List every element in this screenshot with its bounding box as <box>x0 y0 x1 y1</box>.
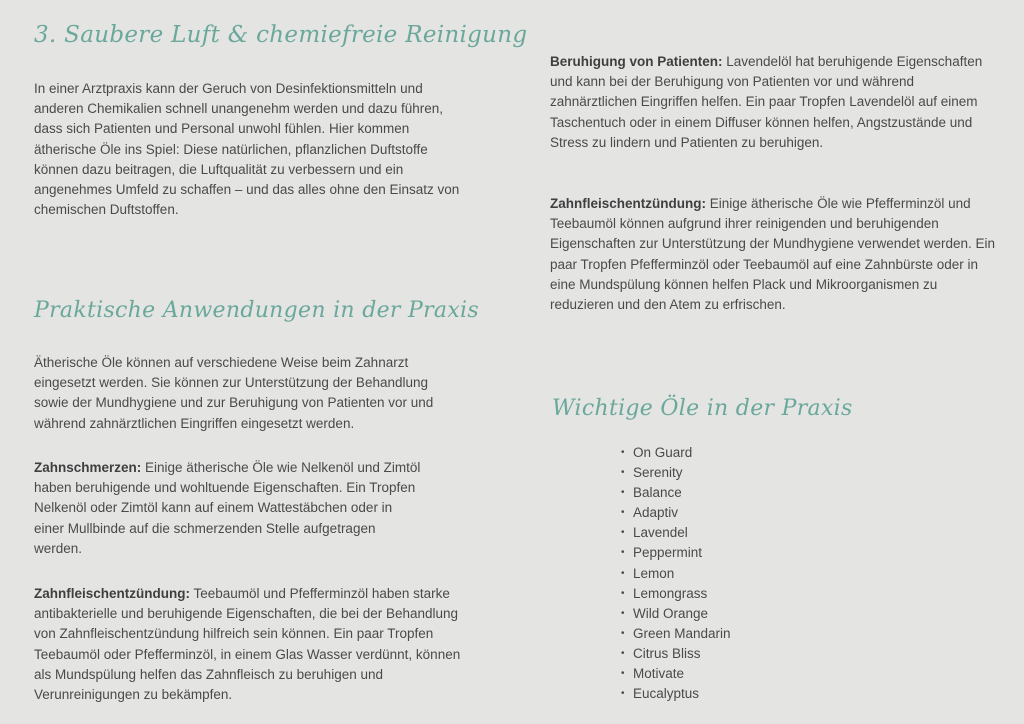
oil-list-item: • Adaptiv <box>621 503 731 523</box>
oil-list-item: • Citrus Bliss <box>621 644 731 664</box>
gum-inflammation-paragraph-left <box>34 584 466 705</box>
oil-list-item: • Peppermint <box>621 543 731 563</box>
oil-list-item: • Eucalyptus <box>621 684 731 704</box>
oil-list-item: • On Guard <box>621 443 731 463</box>
oil-list <box>621 443 731 704</box>
toothache-label: Zahnschmerzen: <box>34 460 142 475</box>
calming-paragraph <box>550 52 990 153</box>
gum-inflammation-text-left: Teebaumöl und Pfefferminzöl haben starke antibakterielle und beruhigende Eigenschaften, die bei der Behandlung von Zahnfleischentzündung hilfreich sein können. Ein paar Tropfen Teebaumöl oder Pfefferminzöl, in einem Glas Wasser verdünnt, können als Mundspülung helfen das Zahnfleisch zu beruhigen und Verunreinigungen zu bekämpfen. <box>34 586 461 703</box>
calming-label: Beruhigung von Patienten: <box>550 54 723 69</box>
gum-inflammation-text-right: Einige ätherische Öle wie Pfefferminzöl und Teebaumöl können aufgrund ihrer reinigenden und beruhigenden Eigenschaften zur Unterstützung der Mundhygiene verwendet werden. Ein paar Tropfen Pfefferminzöl oder Teebaumöl auf eine Zahnbürste oder in eine Mundspülung können helfen Plack und Mikroorganismen zu reduzieren und den Atem zu erfrischen. <box>550 196 996 313</box>
oil-list-item: • Lemongrass <box>621 584 731 604</box>
heading-practical-uses: Praktische Anwendungen in der Praxis <box>34 298 479 323</box>
oil-list-item: • Motivate <box>621 664 731 684</box>
heading-important-oils: Wichtige Öle in der Praxis <box>552 396 853 421</box>
gum-inflammation-label-left: Zahnfleischentzündung: <box>34 586 190 601</box>
toothache-paragraph <box>34 458 424 559</box>
intro-paragraph: In einer Arztpraxis kann der Geruch von Desinfektionsmitteln und anderen Chemikalien schnell unangenehm werden und dazu führen, dass sich Patienten und Personal unwohl fühlen. Hier kommen ätherische Öle ins Spiel: Diese natürlichen, pflanzlichen Duftstoffe können dazu beitragen, die Luftqualität zu verbessern und ein angenehmes Umfeld zu schaffen – und das alles ohne den Einsatz von chemischen Duftstoffen. <box>34 81 460 218</box>
oil-list-item: • Serenity <box>621 463 731 483</box>
gum-inflammation-paragraph-right <box>550 194 995 315</box>
oil-list-item: • Wild Orange <box>621 604 731 624</box>
oil-list-item: • Green Mandarin <box>621 624 731 644</box>
heading-clean-air: 3. Saubere Luft & chemiefreie Reinigung <box>34 22 528 48</box>
applications-intro-paragraph: Ätherische Öle können auf verschiedene Weise beim Zahnarzt eingesetzt werden. Sie können zur Unterstützung der Behandlung sowie der Mundhygiene und zur Beruhigung von Patienten vor und während zahnärztlichen Eingriffen eingesetzt werden. <box>34 355 434 431</box>
gum-inflammation-label-right: Zahnfleischentzündung: <box>550 196 706 211</box>
oil-list-item: • Lemon <box>621 564 731 584</box>
toothache-text: Einige ätherische Öle wie Nelkenöl und Zimtöl haben beruhigende und wohltuende Eigenschaften. Ein Tropfen Nelkenöl oder Zimtöl kann auf einem Wattestäbchen oder in einer Mullbinde auf die schmerzenden Stelle aufgetragen werden. <box>34 460 421 556</box>
oil-list-item: • Balance <box>621 483 731 503</box>
calming-text: Lavendelöl hat beruhigende Eigenschaften und kann bei der Beruhigung von Patienten vor und während zahnärztlichen Eingriffen helfen. Ein paar Tropfen Lavendelöl auf einem Taschentuch oder in einem Diffuser können helfen, Angstzustände und Stress zu lindern und Patienten zu beruhigen. <box>550 54 983 150</box>
oil-list-item: • Lavendel <box>621 523 731 543</box>
